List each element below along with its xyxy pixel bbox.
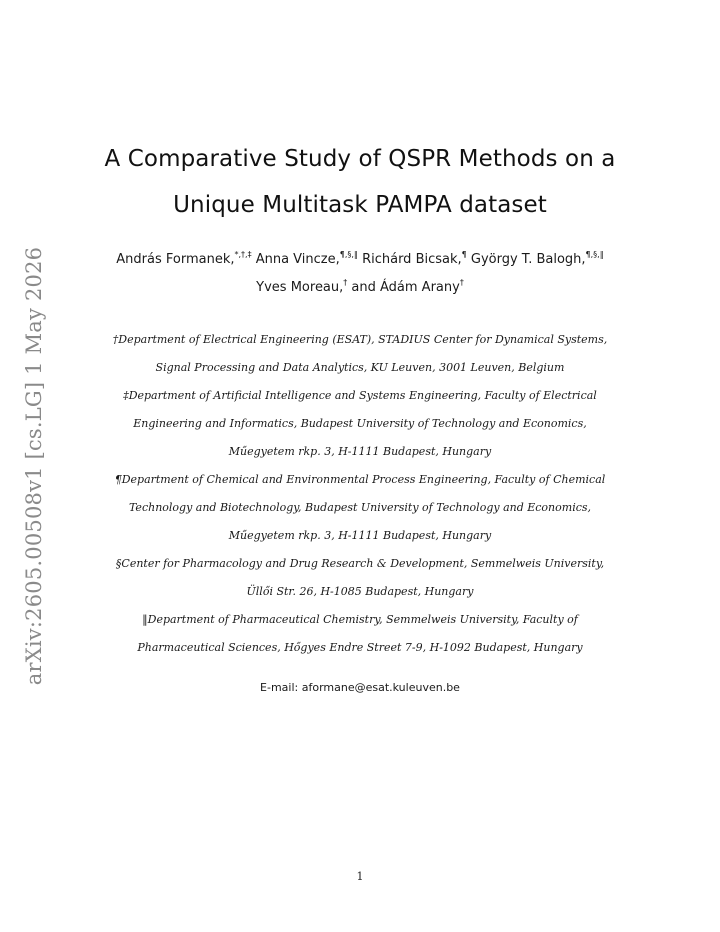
author-affiliation-marks: † xyxy=(459,278,464,287)
affiliation-line: Engineering and Informatics, Budapest University of Technology and Economics, xyxy=(133,417,587,430)
affiliation-line: Műegyetem rkp. 3, H-1111 Budapest, Hungary xyxy=(228,529,492,542)
author-affiliation-marks: ¶,§,‖ xyxy=(339,250,358,259)
author-name: Anna Vincze, xyxy=(251,252,340,267)
title-line-1: A Comparative Study of QSPR Methods on a xyxy=(104,146,616,172)
paper-title xyxy=(0,136,720,228)
affiliation-line: ‡Department of Artificial Intelligence and Systems Engineering, Faculty of Electrical xyxy=(123,389,597,402)
affiliation-line: ‖Department of Pharmaceutical Chemistry, Semmelweis University, Faculty of xyxy=(142,613,578,626)
affiliation-line: Pharmaceutical Sciences, Hőgyes Endre Street 7-9, H-1092 Budapest, Hungary xyxy=(137,641,583,654)
author-affiliation-marks: ¶ xyxy=(461,250,467,259)
affiliation-list xyxy=(40,326,680,662)
title-line-2: Unique Multitask PAMPA dataset xyxy=(173,192,547,218)
author-line-1 xyxy=(40,246,680,274)
affiliation-line: §Center for Pharmacology and Drug Research & Development, Semmelweis University, xyxy=(115,557,605,570)
author-affiliation-marks: † xyxy=(343,278,348,287)
author-name: Richárd Bicsak, xyxy=(357,252,462,267)
author-name: Yves Moreau, xyxy=(256,280,344,295)
arxiv-identifier-stamp: arXiv:2605.00508v1 [cs.LG] 1 May 2026 xyxy=(22,246,46,686)
author-name: András Formanek, xyxy=(116,252,235,267)
author-name: and Ádám Arany xyxy=(347,280,460,295)
affiliation-line: Műegyetem rkp. 3, H-1111 Budapest, Hungary xyxy=(228,445,492,458)
author-line-2 xyxy=(40,274,680,302)
affiliation-line: †Department of Electrical Engineering (ESAT), STADIUS Center for Dynamical Systems, xyxy=(112,333,608,346)
author-list xyxy=(40,246,680,302)
author-affiliation-marks: *,†,‡ xyxy=(234,250,252,259)
affiliation-line: Signal Processing and Data Analytics, KU Leuven, 3001 Leuven, Belgium xyxy=(155,361,565,374)
author-affiliation-marks: ¶,§,‖ xyxy=(585,250,604,259)
affiliation-line: ¶Department of Chemical and Environmental Process Engineering, Faculty of Chemical xyxy=(114,473,606,486)
affiliation-line: Technology and Biotechnology, Budapest University of Technology and Economics, xyxy=(128,501,592,514)
author-name: György T. Balogh, xyxy=(466,252,586,267)
page-number: 1 xyxy=(356,870,364,883)
affiliation-line: Üllői Str. 26, H-1085 Budapest, Hungary xyxy=(246,585,474,598)
contact-email: E-mail: aformane@esat.kuleuven.be xyxy=(260,681,460,694)
